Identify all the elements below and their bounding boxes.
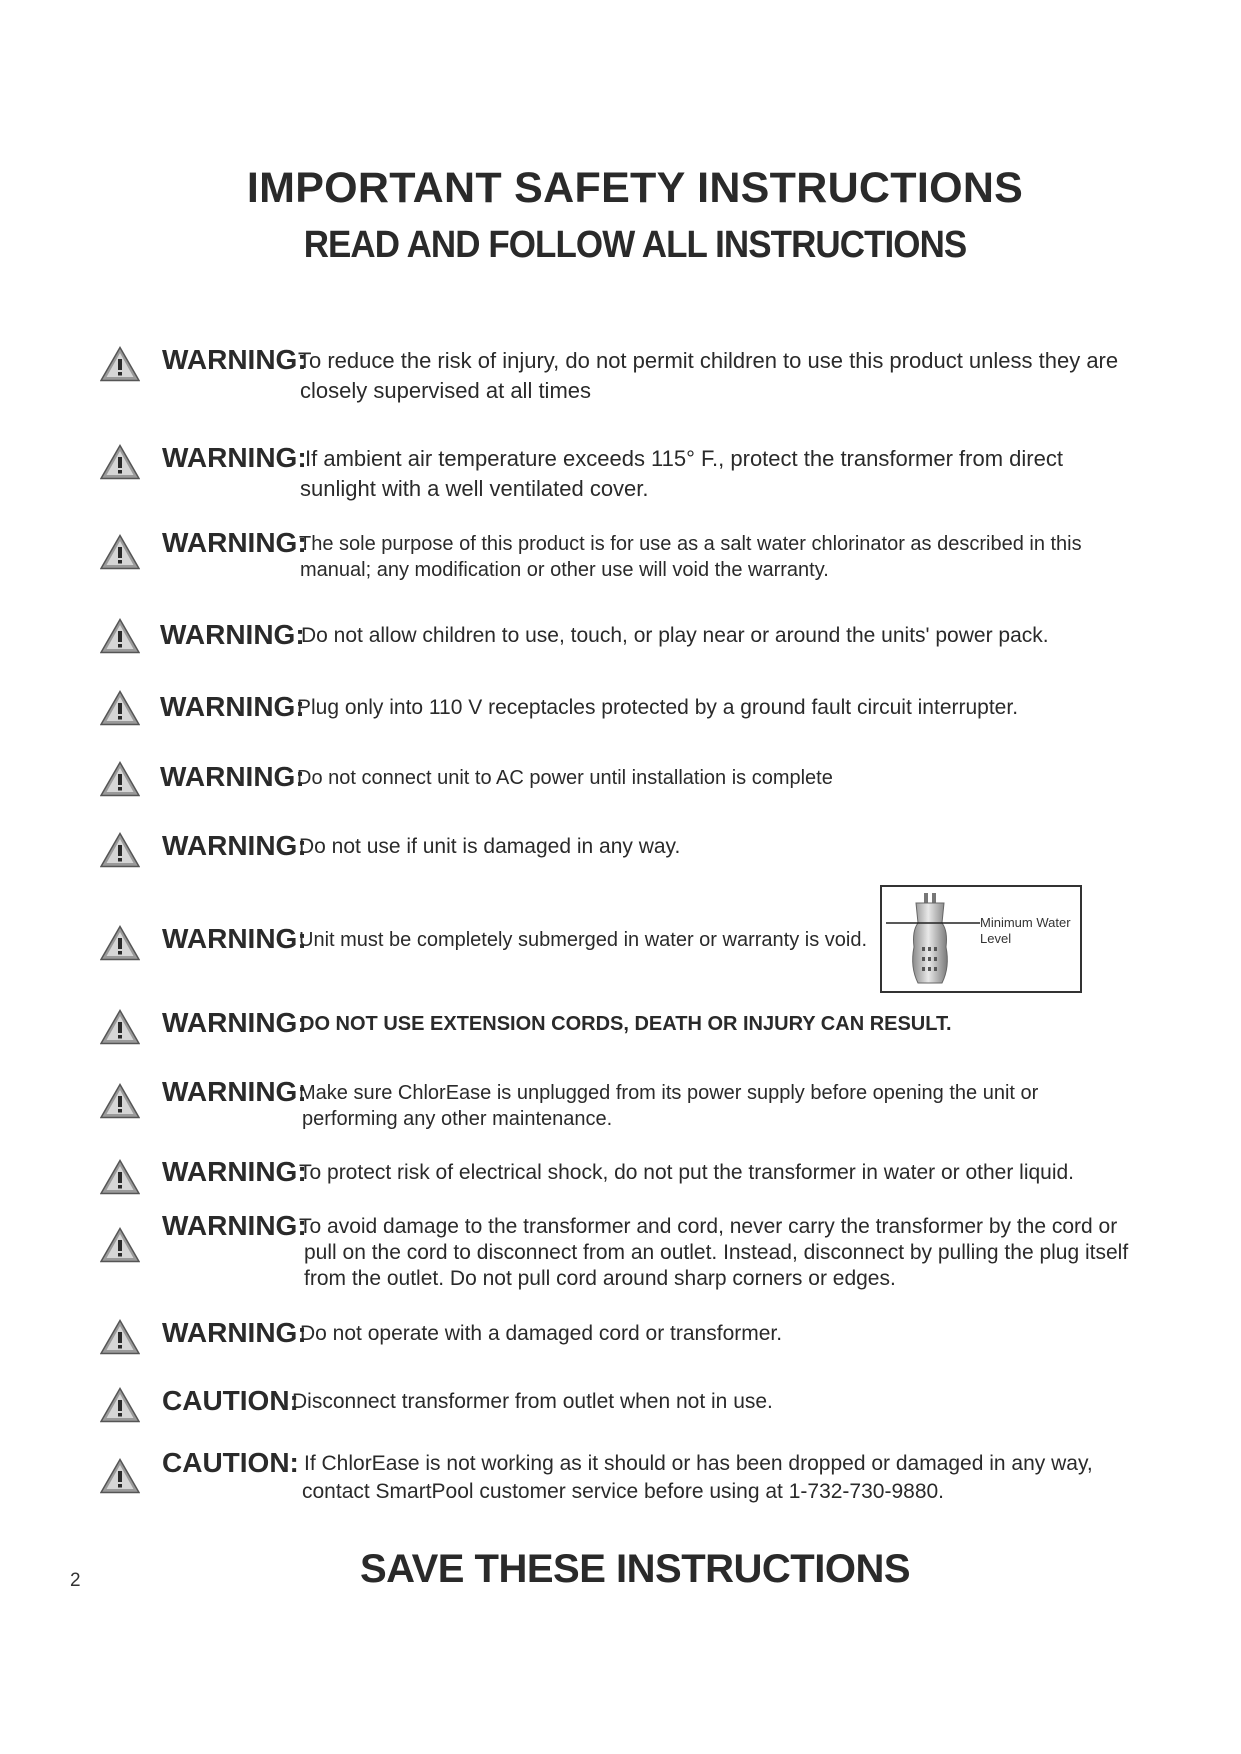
warning-text: pull on the cord to disconnect from an outlet. Instead, disconnect by pulling the plug itself <box>304 1241 1129 1264</box>
warning-triangle-icon <box>100 534 140 570</box>
warning-triangle-icon <box>100 1227 140 1263</box>
warning-label: WARNING: <box>162 1156 307 1187</box>
warning-triangle-icon <box>100 346 140 382</box>
warning-label: WARNING: <box>160 761 305 792</box>
save-instructions-heading: SAVE THESE INSTRUCTIONS <box>359 1547 911 1591</box>
warning-text: Do not allow children to use, touch, or play near or around the units' power pack. <box>301 624 1049 647</box>
page-subtitle: READ AND FOLLOW ALL INSTRUCTIONS <box>303 224 967 266</box>
warning-label: WARNING: <box>162 923 307 954</box>
warning-label: WARNING: <box>162 1210 307 1241</box>
caution-text: contact SmartPool customer service before using at 1-732-730-9880. <box>302 1480 945 1503</box>
warning-text: If ambient air temperature exceeds 115° F., protect the transformer from direct <box>305 446 1063 471</box>
warning-text: sunlight with a well ventilated cover. <box>300 476 649 501</box>
warning-text: manual; any modification or other use will void the warranty. <box>300 559 829 581</box>
warning-text: Do not use if unit is damaged in any way. <box>299 835 681 858</box>
warning-text: DO NOT USE EXTENSION CORDS, DEATH OR INJURY CAN RESULT. <box>300 1013 952 1035</box>
caution-text: If ChlorEase is not working as it should or has been dropped or damaged in any way, <box>304 1452 1093 1475</box>
warning-triangle-icon <box>100 761 140 797</box>
warning-label: WARNING: <box>162 1317 307 1348</box>
warning-label: WARNING: <box>160 691 305 722</box>
page-title: IMPORTANT SAFETY INSTRUCTIONS <box>246 164 1024 212</box>
warning-label: WARNING: <box>160 619 305 650</box>
warning-text: To protect risk of electrical shock, do not put the transformer in water or other liquid. <box>299 1161 1075 1184</box>
warning-triangle-icon <box>100 925 140 961</box>
warning-text: performing any other maintenance. <box>302 1108 613 1130</box>
warning-text: To reduce the risk of injury, do not permit children to use this product unless they are <box>298 348 1119 373</box>
warning-triangle-icon <box>100 618 140 654</box>
warning-text: Unit must be completely submerged in water or warranty is void. <box>299 929 868 951</box>
warning-triangle-icon <box>100 832 140 868</box>
warning-text: Make sure ChlorEase is unplugged from its power supply before opening the unit or <box>299 1082 1039 1104</box>
warning-triangle-icon <box>100 1387 140 1423</box>
warning-label: WARNING: <box>162 527 307 558</box>
warning-label: WARNING: <box>162 442 307 473</box>
warning-triangle-icon <box>100 1159 140 1195</box>
warning-text: closely supervised at all times <box>300 378 592 403</box>
warning-triangle-icon <box>100 1458 140 1494</box>
warning-text: Do not connect unit to AC power until installation is complete <box>297 767 833 789</box>
warning-text: Do not operate with a damaged cord or transformer. <box>300 1322 783 1345</box>
warning-text: The sole purpose of this product is for use as a salt water chlorinator as described in this <box>299 533 1082 555</box>
warning-triangle-icon <box>100 1319 140 1355</box>
minimum-water-level-label: Minimum Water Level <box>980 915 1071 946</box>
warning-text: Plug only into 110 V receptacles protected by a ground fault circuit interrupter. <box>297 696 1019 719</box>
caution-text: Disconnect transformer from outlet when not in use. <box>292 1390 773 1413</box>
chlorinator-unit-icon <box>882 887 980 991</box>
minimum-water-level-figure <box>880 885 1082 993</box>
warning-triangle-icon <box>100 444 140 480</box>
warning-triangle-icon <box>100 1083 140 1119</box>
warning-text: from the outlet. Do not pull cord around sharp corners or edges. <box>304 1267 896 1290</box>
warning-label: WARNING: <box>162 344 307 375</box>
caution-label: CAUTION: <box>162 1385 299 1416</box>
warning-text: To avoid damage to the transformer and cord, never carry the transformer by the cord or <box>299 1215 1118 1238</box>
warning-label: WARNING: <box>162 830 307 861</box>
page-number: 2 <box>70 1570 81 1591</box>
caution-label: CAUTION: <box>162 1447 299 1478</box>
warning-triangle-icon <box>100 1009 140 1045</box>
warning-label: WARNING: <box>162 1007 307 1038</box>
warning-triangle-icon <box>100 690 140 726</box>
warning-label: WARNING: <box>162 1076 307 1107</box>
